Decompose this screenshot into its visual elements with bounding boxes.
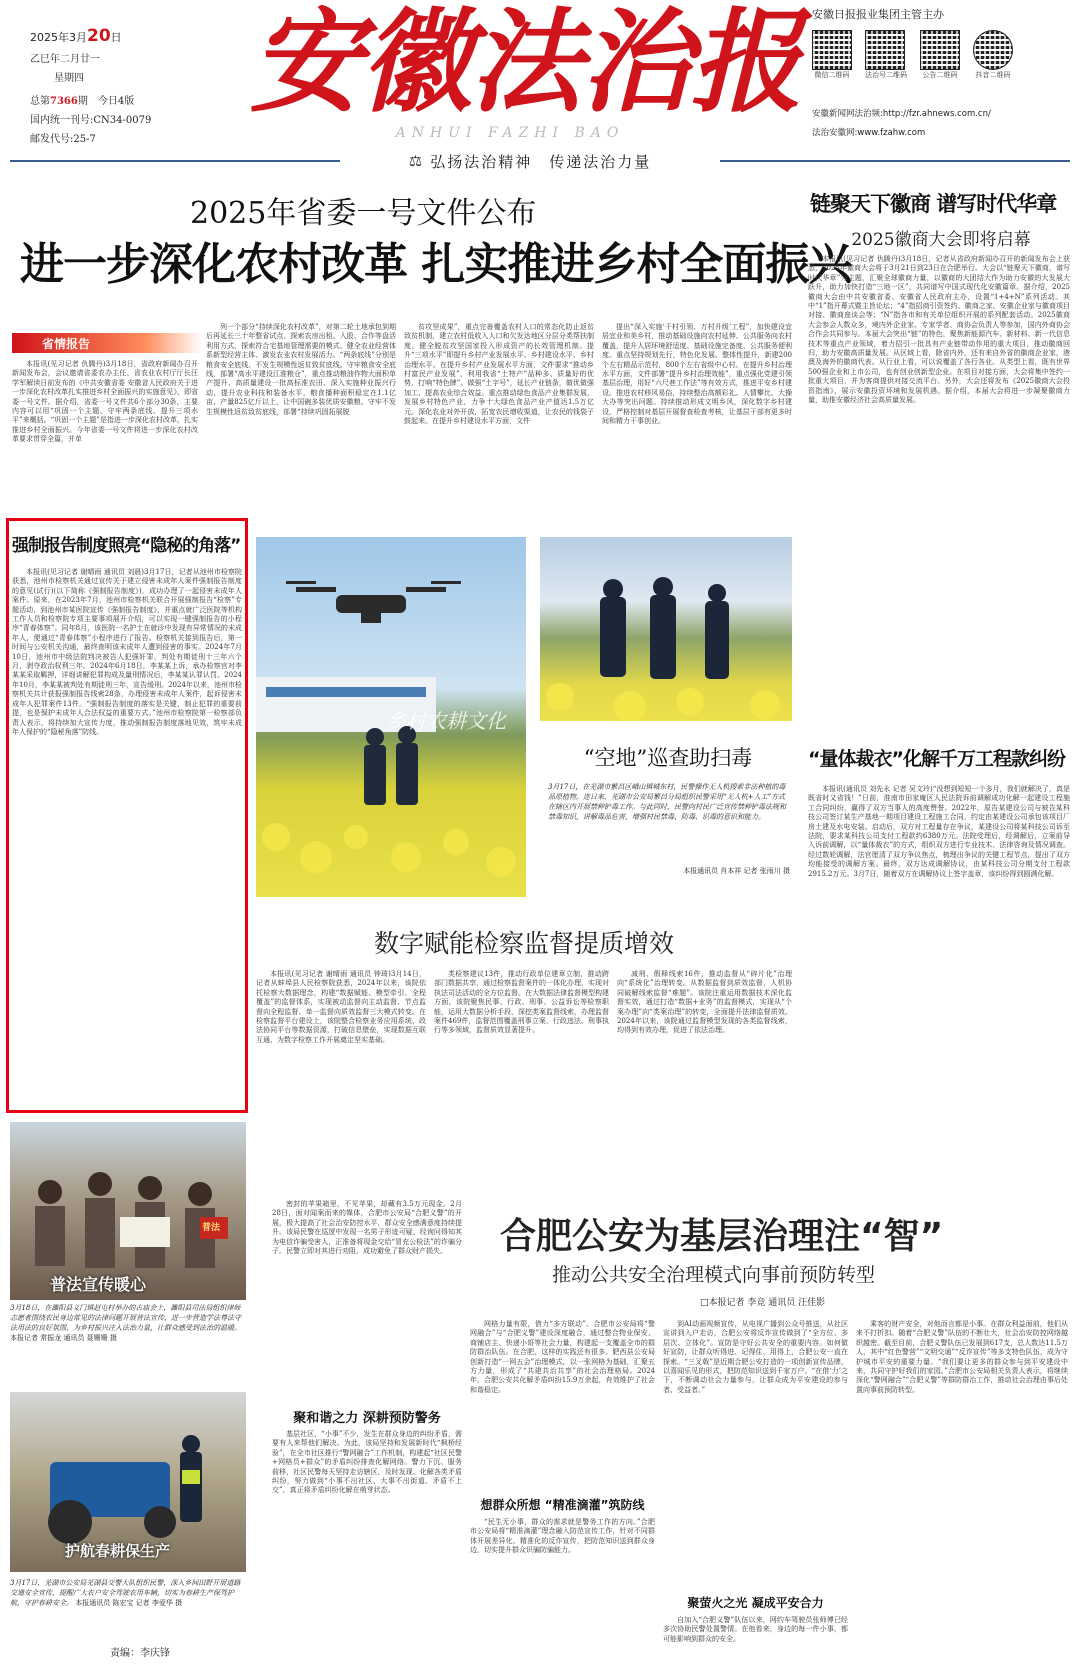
spring-farming-caption xyxy=(10,1578,246,1644)
police-sub2: 想群众所想 “精准滴灌”筑防线 xyxy=(480,1498,645,1512)
masthead-title: 安徽法治报 xyxy=(250,0,800,128)
police-col4: 乘客的财产安全，对他而言都是小事。在群众利益面前，他们从来不打折扣。随着“合肥义警”队伍的不断壮大，社会治安防控网络越织越密。截至目前，合肥义警队伍已发展到617支，总人数达11.5万人，其中“红色警营”“文明交通”“反诈宣传”等多支特色队伍，成为守护城市平安的重要力量。“我们要让更多的群众参与到平安建设中来，共同守护好我们的家园。”合肥市公安局相关负责人表示，将继续深化“警网融合”“合肥义警”等群防群治工作，推动社会治理由事后处置向事前预防转型。 xyxy=(856,1320,1068,1394)
law-promo-caption-text: 3月18日，在濉阳县义门镇赵屯村举办的古庙会上，濉阳县司法局组织律师志愿者围绕农民身边常见的法律问题开展普法宣传，进一步营造学法尊法守法用法的良好氛围，为乡村振兴注入法治力量，让群众感受到法治的温暖。 xyxy=(10,1304,241,1332)
photo-watermark: 乡村农耕文化 xyxy=(386,709,506,733)
police-body3: “民生无小事，群众的需求就是警务工作的方向。”合肥市公安局将“精准滴灌”理念融入防范宣传工作，针对不同群体开展差异化、精准化的反诈宣传，把防范知识送到群众身边，切实提升群众识骗防骗能力。 xyxy=(470,1518,655,1555)
qr-label: 微信二维码 xyxy=(814,71,850,79)
lead-col-2: 列一个部分“持续深化农村改革”，对第二轮土地承包到期后再延长三十年整省试点、探索农房出租、入股、合作等盘活利用方式、探索符合宅基地管理需要的模式、健全农业经营体系新型经营主体、激发农业农村发展活力。“两条底线”分别是粮食安全底线、不发生规模性返贫致贫底线。守牢粮食安全底线，部署“高水平建设江淮粮仓”，重点推动粮油作物大面积单产提升、高质量建设一批高标准农田、深入实施种业振兴行动，提升农业科技和装备水平，粮食播种面积稳定在1.1亿亩、产量825亿斤以上，让中国碗多装优质安徽粮。守牢不发生规模性返贫致贫底线，部署“持续巩固拓展脱 xyxy=(206,323,396,416)
police-body1: 基层社区，“小事”不少，发生在群众身边的纠纷矛盾，需要有人来帮他们解决。为此，该局坚持和发展新时代“枫桥经验”，在全市社区推行“警网融合”工作机制，构建起“社区民警+网格员+群众”的矛盾纠纷排查化解网络。警力下沉、服务前移，社区民警每天坚持走访辖区，及时发现、化解各类矛盾纠纷，努力做到“小事不出社区、大事不出街道、矛盾不上交”，真正将矛盾纠纷化解在萌芽状态。 xyxy=(272,1430,462,1495)
issue-prefix: 总第 xyxy=(30,96,50,107)
police-field-photo xyxy=(540,537,792,721)
lead-kicker: 2025年省委一号文件公布 xyxy=(190,196,537,231)
police-title: 合肥公安为基层治理注“智” xyxy=(500,1216,944,1257)
qr-douyin[interactable] xyxy=(973,30,1013,80)
photo-mid-credit: 本报通讯员 肖本祥 记者 张雨川 摄 xyxy=(683,867,790,875)
digital-col-2: 类检察建议13件，推动行政单位建章立制，推动跨部门数据共享，通过检察监督案件的一体化办理，实现对执法司法活动的全方位监督。在大数据法律监督模型构建方面，该院聚焦民事、行政、刑事、公益诉讼等检察职能，运用大数据分析手段，深挖类案监督线索，办理监督案件469件，监督范围覆盖刑事立案、行政违法、刑事执行等多领域，监督质效显著提升。 xyxy=(434,970,609,1035)
section-tag-label: 省情报告 xyxy=(42,337,91,351)
date-line xyxy=(30,26,180,46)
law-promo-banner: 普法宣传暖心 xyxy=(50,1275,147,1294)
digital-title: 数字赋能检察监督提质增效 xyxy=(373,929,674,958)
police-field-photo-art xyxy=(540,537,792,721)
police-body4: 自加入“合肥义警”队伍以来，网约车驾驶员张师傅已经多次协助民警处置警情。在他看来，身边的每一件小事，都可能影响到群众的安全。 xyxy=(663,1616,848,1643)
side1-subtitle: 2025徽商大会即将启幕 xyxy=(851,230,1031,250)
postal-code: 邮发代号:25-7 xyxy=(30,134,96,145)
photo-mid-title: “空地”巡查助扫毒 xyxy=(583,746,753,770)
police-credit: □本报记者 李竞 通讯员 汪佳影 xyxy=(700,1298,826,1308)
issue-suffix: 期 今日4版 xyxy=(77,96,135,107)
photo-mid-caption: 3月17日，在芜湖市繁昌区峨山镇城东村，民警操作无人机搜索非法种植的毒品原植物。连日来，芜湖市公安局繁昌分局组织民警采用“无人机+人工”方式在辖区内开展禁种铲毒工作。与此同时，民警向村民广泛宣传禁种铲毒法规和禁毒知识，讲解毒品危害，增强村民禁毒、防毒、识毒的意识和能力。 xyxy=(548,783,786,821)
law-promo-credit: 本报记者 常振龙 通讯员 聂姗姗 摄 xyxy=(10,1334,117,1342)
scales-icon: ⚖ xyxy=(408,152,423,170)
lead-col-1: 本报讯(见习记者 仇腾丹)3月18日，省政府新闻办召开新闻发布会，会议邀请省委农办主任、省农业农村厅厅长汪学军解读日前发布的《中共安徽省委 安徽省人民政府关于进一步深化农村改革扎实推进乡村全面振兴的实施意见》，即省委一号文件。据介绍，省委一号文件共6个部分30条，主要内容可以用“巩固一个主题、守牢两条底线、提升三项水平”来概括。“巩固一个主题”是指进一步深化农村改革，扎实推进乡村全面振兴。今年省委一号文件将进一步深化农村改革要求贯穿全篇，并单 xyxy=(12,360,198,444)
qr-code-icon xyxy=(973,30,1013,70)
issue-line xyxy=(30,92,180,107)
qr-code-icon xyxy=(920,30,960,70)
lead-col-4: 提出“深入实施‘千村引领、万村升级’工程”，加快建设宜居宜业和美乡村，推动基础设施向农村延伸、公共服务向农村覆盖，提升人居环境舒适度、基础设施完备度、公共服务便利度。重点坚持规划先行，特色化发展、整体性提升，新建200个左右精品示范村，800个左右省级中心村。在提升乡村治理水平方面，文件部署“提升乡村治理效能”，重点强化党建引领基层治理，用好“六尺巷工作法”等有效方式，推进平安乡村建设。推进农村移风易俗，持续整治高额彩礼、人情攀比、大操大办等突出问题。持续推动形成文明乡风，深化数字乡村建设，严格控制对基层开展督查检查考核，让基层干部有更多时间和精力干事创业。 xyxy=(602,323,792,426)
police-intro: 密封的苹果箱里，不见苹果，却藏有3.5万元现金。2月28日，面对闻案而来的媒体，合肥市公安局“合肥义警”的开展，极大提高了社会治安防控水平，群众安全感满意度持续提升。该局民警在巡逻中发现一名男子形迹可疑，经询问得知其为电信诈骗受害人，正准备将现金交给“冒充公检法”的诈骗分子。民警立即对其进行劝阻，成功避免了群众财产损失。 xyxy=(272,1200,462,1256)
date-suffix: 日 xyxy=(110,31,122,44)
qr-label: 法治号二维码 xyxy=(865,71,907,79)
spring-farming-photo xyxy=(10,1392,246,1572)
digital-col-3: 减刑、假释线索16件，推动监督从“碎片化”治理向“系统化”治理转变。从数据监督到质效监督，人机协同破解线索监督“难题”。该院注重运用数据技术深化监督实效，通过打造“数据+业务”的监督模式，实现从“个案办理”向“类案治理”的转变，全面提升法律监督质效。2024年以来，该院通过监督模型发现的各类监督线索，均得到有效办理，促进了依法治理。 xyxy=(617,970,792,1035)
date-block xyxy=(30,26,180,145)
qr-code-icon xyxy=(865,30,905,70)
date-prefix: 2025年3月 xyxy=(30,31,87,44)
side1-body: 本报讯(见习记者 仇腾丹)3月18日，记者从省政府新闻办召开的新闻发布会上获悉，2025年徽商大会将于3月21日到23日在合肥举行。大会以“链聚天下徽商，谱写时代华章”为主题，汇聚全球徽商力量，以徽商的大团结大作为助力安徽的大发展大跃升，助力加快打造“三地一区”，共同谱写中国式现代化安徽篇章。据介绍，2025徽商大会由中共安徽省委、安徽省人民政府主办，设置“1+4+N”系列活动。其中“1”指开幕式暨主旨论坛；“4”指招商引资签约、徽商之家、安徽企业家与徽商项目对接、徽商座谈会等；“N”指各市和有关单位组织开展的系列配套活动。2025徽商大会参会人数众多，境内外企业家、专家学者、商协会负责人等参加，国内外商协会合作会共同参与。本届大会突出“链”的特色，聚焦新能源汽车、新材料、新一代信息技术等重点产业领域，着力招引一批具有产业链带动作用的重大项目，推动徽商回归，助力安徽高质量发展。从区域上看，除省内外，还有来自外省的徽商企业家，港澳及海外的徽商代表。从行业上看，可以说覆盖了各行各业。从类型上看，既有世界500强企业和上市公司，也有创业创新型企业。在项目对接方面，大会将集中签约一批重大项目，并为客商提供对接交流平台。另外，大会还将发布《2025徽商大会投资指南》，展示安徽投资环境和发展机遇。据介绍，本届大会将进一步凝聚徽商力量，助推安徽经济社会高质量发展。 xyxy=(808,255,1070,405)
issue-number: 7366 xyxy=(50,96,78,107)
website-link-1[interactable]: 安徽新闻网法治频:http://fzr.ahnews.com.cn/ xyxy=(812,109,991,119)
slogan-text: 弘扬法治精神 传递法治力量 xyxy=(430,152,652,171)
digital-col-1: 本报讯(见习记者 谢晴雨 通讯员 钟琦)3月14日，记者从蚌埠县人民检察院获悉，2024年以来，该院依托检察大数据理念，构建“数据赋能、模型牵引、全程覆盖”的监督体系，实现被动监督向主动监督、节点监督向全程监督、单一监督向质效监督三大模式转变。在检察监督平台建设上，该院整合检察业务应用系统、政法协同平台等数据资源，打破信息壁垒，实现数据互联互通，为数字检察工作开展奠定坚实基础。 xyxy=(256,970,426,1044)
date-day: 20 xyxy=(87,26,111,46)
police-subtitle: 推动公共安全治理模式向事前预防转型 xyxy=(552,1264,876,1286)
spring-farming-banner: 护航春耕保生产 xyxy=(65,1542,171,1560)
website-link-2[interactable]: 法治安徽网:www.fzahw.com xyxy=(812,128,926,138)
masthead-pinyin: ANHUI FAZHI BAO xyxy=(395,125,625,141)
lead-headline: 进一步深化农村改革 扎实推进乡村全面振兴 xyxy=(20,239,852,290)
footer-editor: 责编：李庆锋 xyxy=(110,1648,170,1659)
law-promo-badge: 普法 xyxy=(202,1223,221,1233)
law-promo-caption xyxy=(10,1303,246,1375)
qr-wechat[interactable] xyxy=(812,30,852,80)
police-sub3: 聚萤火之光 凝成平安合力 xyxy=(687,1596,824,1610)
spring-farming-credit: 本报通讯员 陈宏宝 记者 李爱华 摄 xyxy=(75,1599,183,1607)
law-promo-photo xyxy=(10,1122,246,1300)
weekday: 星期四 xyxy=(54,73,84,84)
police-sub1: 聚和谐之力 深耕预防警务 xyxy=(293,1411,441,1426)
highlight-title: 强制报告制度照亮“隐秘的角落” xyxy=(12,536,241,556)
qr-fazhihao[interactable] xyxy=(865,30,907,80)
lunar-date: 乙巳年二月廿一 xyxy=(30,54,100,65)
police-col3: 到AI动画视频宣传，从电视广播到公众号推送，从社区宣讲到入户走访，合肥公安将反诈宣传做到了“全方位、多层次、立体化”。宣防是守好公共安全的重要内容。如何做好宣防，让群众听得进、记得住、用得上，合肥公安一直在探索。“三叉戟”是近期合肥公安打造的一项创新宣传品牌，以喜闻乐见的形式，把防范知识送到千家万户。“在借‘力’之下，不断调动社会力量参与，让群众成为平安建设的参与者、受益者。” xyxy=(663,1320,848,1394)
side2-body: 本报讯(通讯员 刘先永 记者 吴文玲)“没想到短短一个多月，我们就解决了，真是既省时又省钱！”日前，淮南市田家庵区人民法院诉前调解成功化解一起建设工程施工合同纠纷，赢得了双方当事人的高度赞誉。2022年，原告某建设公司与被告某科技公司签订某生产基地一期项目建设工程施工合同，约定由某建设公司承包该项目厂房土建及水电安装。启动后，双方对工程量存在争议，某建设公司将某科技公司诉至法院，要求某科技公司支付工程款约6380万元。法院受理后，经调解后，立案前导入诉前调解，以“量体裁衣”的方式，组织双方进行专业技术、法律咨询及情况调查。经过数轮调解，法官厘清了双方争议焦点，梳理出争议的关键工程节点，提出了双方均能接受的调解方案。最终，双方达成调解协议，由某科技公司分期支付工程款2915.2万元。3月7日，随着双方在调解协议上签字盖章，该纠纷得到圆满化解。 xyxy=(808,785,1070,878)
sponsor-line: 安徽日报报业集团主管主办 xyxy=(812,8,944,21)
qr-row xyxy=(812,30,1032,80)
police-body2: 网格力量有限，借力“多方联动”。合肥市公安局将“警网融合”与“合肥义警”建设深度融合，通过整合物业保安、商铺店主、快递小哥等社会力量，构建起一支覆盖全市的群防群治队伍。在合肥，这样的实践还有很多。肥西县公安局创新打造“一网五会”治理模式，以一张网格为基础，汇聚五方力量，形成了“共建共治共享”的社会治理格局。2024年，合肥公安共化解矛盾纠纷15.9万余起，有效维护了社会和谐稳定。 xyxy=(470,1320,655,1394)
highlight-body: 本报讯(见习记者 谢晴雨 通讯员 刘晨)3月17日，记者从池州市检察院获悉，池州市检察机关通过宣传关于建立侵害未成年人案件强制报告制度的意见(试行)(以下简称《强制报告制度》)，成功办理了一起侵害未成年人案件。原来，在2023年7月，池州市检察机关联合开展强制报告“检察”专题活动，到池州市某医院宣传《强制报告制度》，并重点就广泛医院等机构工作人员和检察院专项主要事项展开介绍，可以实现一键强制报告的小程序“青春体察”。同年8月，该医院一名护士在就诊中发现有异常情况的未成年人，便通过“青春体察”小程序进行了报告。检察机关接到报告后，第一时间与公安机关沟通，最终查明该未成年人遭到侵害的事实。2024年7月10日，池州市中级法院判决被告人犯强奸罪，判处有期徒刑十三年六个月，剥夺政治权利三年。2024年6月18日，李某某上诉，承办检察官对李某某采取羁押，详细讲解犯罪构成及量刑情况后，李某某认罪认罚。2024年10月，李某某被判处有期徒刑三年，宣告缓刑。2024年以来，池州市检察机关共计获报强制报告线索28条，办理侵害未成年人案件，起诉侵害未成年人犯罪案件13件。“强制报告制度的落实是关键，制止犯罪的重要前提，也是保护未成年人合法权益的重要方式。”池州市检察院第一检察部负责人表示，将持续加大宣传力度，推动强制报告制度落地见效，筑牢未成年人保护的“隐秘角落”防线。 xyxy=(12,568,242,736)
qr-notice[interactable] xyxy=(920,30,960,80)
qr-code-icon xyxy=(812,30,852,70)
cn-number: 国内统一刊号:CN34-0079 xyxy=(30,115,152,126)
lead-col-3: 贫攻坚成果”，重点完善覆盖农村人口的常态化防止返贫致贫机制，建立农村低收入人口和欠发达地区分层分类帮扶制度，健全脱贫攻坚国家投入形成资产的长效管理机制。提升“三项水平”即提升乡村产业发展水平、乡村建设水平、乡村治理水平。在提升乡村产业发展水平方面，文件要求“推动乡村富民产业发展”，利用我省“土特产”品种多、质量好的优势，打响“特色牌”、做强“土字号”，延长产业链条，做优做强加工、提高农业综合效益。重点推动绿色食品产业集群发展，发展乡村特色产业，力争十大绿色食品产业产值达1.5万亿元。深化农业对外开放，拓宽农民增收渠道，让农民的钱袋子鼓起来。在提升乡村建设水平方面，文件 xyxy=(404,323,594,426)
drone-photo xyxy=(256,537,526,897)
spring-farming-caption-text: 3月17日，芜湖市公安局芜湖县交警大队组织民警，深入乡间田野开展道路交通安全宣传，提醒广大农户安全驾驶农用车辆，切实为春耕生产保驾护航，守护春耕安全。 xyxy=(10,1579,241,1607)
slogan-bar xyxy=(340,150,720,172)
qr-label: 公告二维码 xyxy=(922,71,958,79)
section-tag xyxy=(12,333,202,353)
side1-title: 链聚天下徽商 谱写时代华章 xyxy=(810,192,1057,216)
qr-label: 抖音二维码 xyxy=(975,71,1011,79)
side2-title: “量体裁衣”化解千万工程款纠纷 xyxy=(808,748,1065,770)
